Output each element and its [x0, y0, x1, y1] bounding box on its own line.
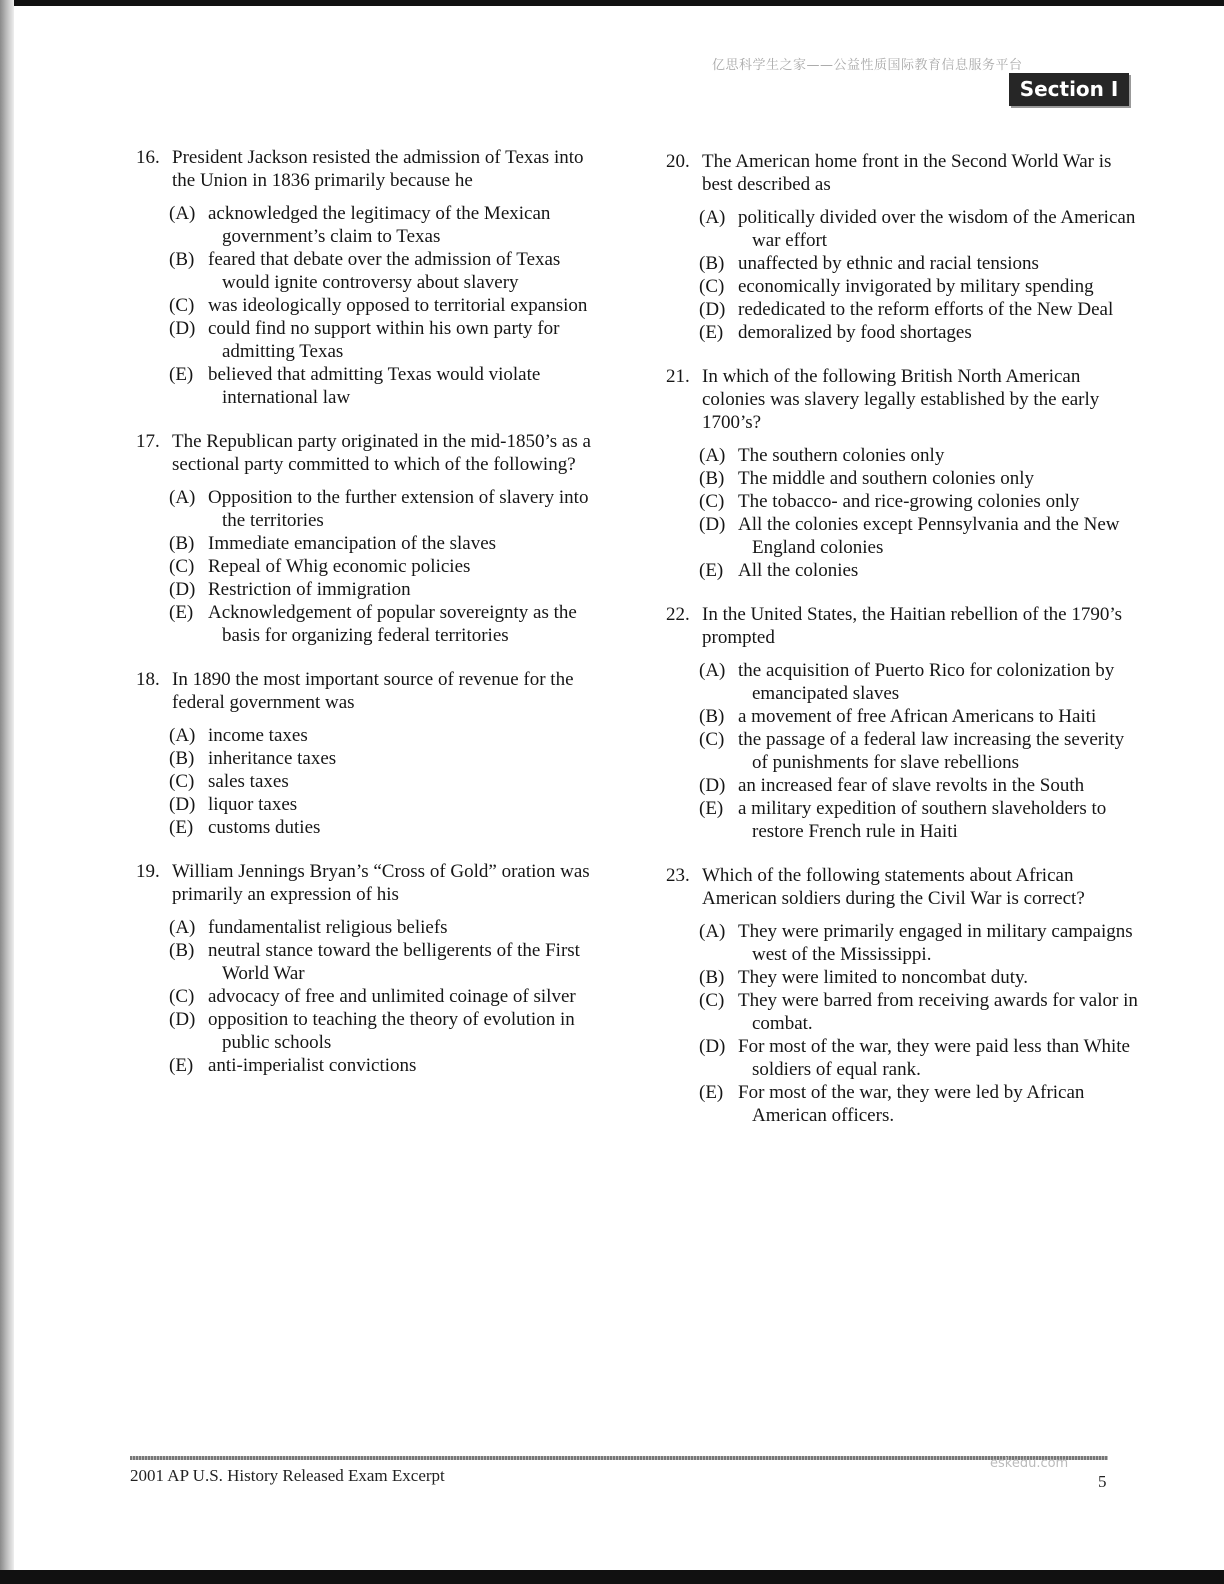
answer-option — [699, 467, 1144, 490]
option-letter: (B) — [169, 940, 195, 961]
option-letter: (B) — [169, 748, 195, 769]
page-number: 5 — [1098, 1472, 1107, 1491]
option-letter: (A) — [169, 917, 196, 938]
section-label: Section I — [1009, 73, 1129, 106]
option-letter: (D) — [169, 579, 196, 600]
option-letter: (D) — [169, 1009, 196, 1030]
question-number: 20. — [666, 151, 690, 172]
option-letter: (C) — [169, 556, 195, 577]
question-stem — [666, 603, 1144, 649]
question-number: 19. — [136, 861, 160, 882]
answer-option — [169, 985, 606, 1008]
answer-option — [699, 252, 1144, 275]
option-letter: (A) — [699, 207, 726, 228]
question-text: President Jackson resisted the admission of Texas into the Union in 1836 primarily because he — [172, 147, 584, 191]
answer-option — [699, 206, 1144, 252]
right-column — [666, 150, 1144, 1148]
footer-site-watermark: eskedu.com — [990, 1456, 1069, 1471]
answer-option — [169, 317, 606, 363]
option-letter: (E) — [699, 560, 724, 581]
option-letter: (E) — [699, 322, 724, 343]
question-text: In 1890 the most important source of revenue for the federal government was — [172, 669, 574, 713]
question-block — [666, 365, 1144, 582]
answer-option — [169, 793, 606, 816]
footer-exam-title: 2001 AP U.S. History Released Exam Excerpt — [130, 1466, 445, 1485]
option-letter: (A) — [699, 660, 726, 681]
option-text: acknowledged the legitimacy of the Mexican government’s claim to Texas — [208, 203, 551, 247]
option-text: politically divided over the wisdom of the American war effort — [738, 207, 1136, 251]
option-letter: (D) — [699, 775, 726, 796]
option-text: believed that admitting Texas would violate international law — [208, 364, 541, 408]
question-text: In the United States, the Haitian rebellion of the 1790’s prompted — [702, 604, 1123, 648]
answer-option — [169, 486, 606, 532]
answer-option — [169, 555, 606, 578]
scan-top-edge — [0, 0, 1224, 6]
answer-option — [699, 275, 1144, 298]
option-text: They were limited to noncombat duty. — [738, 967, 1029, 988]
answer-option — [169, 1008, 606, 1054]
answer-option — [699, 659, 1144, 705]
option-letter: (D) — [699, 514, 726, 535]
answer-option — [699, 797, 1144, 843]
option-text: the acquisition of Puerto Rico for colonization by emancipated slaves — [738, 660, 1115, 704]
answer-option — [699, 728, 1144, 774]
option-text: Repeal of Whig economic policies — [208, 556, 471, 577]
option-text: sales taxes — [208, 771, 289, 792]
option-letter: (D) — [699, 299, 726, 320]
option-text: an increased fear of slave revolts in the South — [738, 775, 1085, 796]
question-number: 16. — [136, 147, 160, 168]
question-block — [136, 146, 606, 409]
question-block — [666, 864, 1144, 1127]
question-stem — [666, 150, 1144, 196]
answer-option — [169, 770, 606, 793]
option-letter: (C) — [699, 729, 725, 750]
option-letter: (C) — [169, 295, 195, 316]
question-block — [666, 603, 1144, 843]
option-letter: (A) — [169, 725, 196, 746]
option-text: rededicated to the reform efforts of the New Deal — [738, 299, 1114, 320]
option-letter: (D) — [699, 1036, 726, 1057]
option-letter: (C) — [169, 771, 195, 792]
option-text: Acknowledgement of popular sovereignty as the basis for organizing federal territories — [208, 602, 577, 646]
answer-option — [169, 601, 606, 647]
option-letter: (E) — [699, 798, 724, 819]
option-letter: (B) — [699, 468, 725, 489]
option-text: a military expedition of southern slaveholders to restore French rule in Haiti — [738, 798, 1107, 842]
option-text: anti-imperialist convictions — [208, 1055, 417, 1076]
option-text: income taxes — [208, 725, 308, 746]
answer-option — [169, 724, 606, 747]
option-text: the passage of a federal law increasing the severity of punishments for slave rebellions — [738, 729, 1125, 773]
answer-option — [699, 966, 1144, 989]
question-stem — [136, 668, 606, 714]
option-text: neutral stance toward the belligerents of the First World War — [208, 940, 580, 984]
option-letter: (B) — [699, 967, 725, 988]
option-letter: (B) — [169, 249, 195, 270]
option-text: economically invigorated by military spending — [738, 276, 1094, 297]
option-text: Immediate emancipation of the slaves — [208, 533, 497, 554]
answer-option — [699, 513, 1144, 559]
question-number: 22. — [666, 604, 690, 625]
question-block — [136, 430, 606, 647]
option-text: The tobacco- and rice-growing colonies only — [738, 491, 1080, 512]
option-letter: (B) — [169, 533, 195, 554]
option-text: demoralized by food shortages — [738, 322, 972, 343]
answer-option — [699, 1035, 1144, 1081]
option-letter: (A) — [169, 487, 196, 508]
question-text: In which of the following British North American colonies was slavery legally established by the early 1700’s? — [702, 366, 1100, 433]
answer-option — [699, 989, 1144, 1035]
question-block — [136, 860, 606, 1077]
option-text: All the colonies except Pennsylvania and the New England colonies — [738, 514, 1120, 558]
option-letter: (E) — [169, 817, 194, 838]
option-text: liquor taxes — [208, 794, 298, 815]
answer-option — [699, 1081, 1144, 1127]
option-letter: (D) — [169, 794, 196, 815]
question-block — [136, 668, 606, 839]
option-text: inheritance taxes — [208, 748, 337, 769]
footer-rule — [130, 1456, 1108, 1460]
answer-option — [699, 774, 1144, 797]
option-letter: (B) — [699, 706, 725, 727]
option-letter: (E) — [169, 1055, 194, 1076]
option-letter: (A) — [169, 203, 196, 224]
option-text: The middle and southern colonies only — [738, 468, 1035, 489]
option-text: They were primarily engaged in military campaigns west of the Mississippi. — [738, 921, 1133, 965]
option-text: customs duties — [208, 817, 321, 838]
answer-option — [699, 559, 1144, 582]
question-text: The Republican party originated in the mid-1850’s as a sectional party committed to which of the following? — [172, 431, 591, 475]
answer-option — [169, 532, 606, 555]
question-number: 18. — [136, 669, 160, 690]
question-text: William Jennings Bryan’s “Cross of Gold” oration was primarily an expression of his — [172, 861, 590, 905]
option-text: could find no support within his own party for admitting Texas — [208, 318, 560, 362]
answer-option — [169, 1054, 606, 1077]
answer-option — [169, 202, 606, 248]
option-text: advocacy of free and unlimited coinage of silver — [208, 986, 576, 1007]
option-letter: (A) — [699, 445, 726, 466]
question-number: 23. — [666, 865, 690, 886]
option-text: The southern colonies only — [738, 445, 945, 466]
scan-bottom-edge — [0, 1570, 1224, 1584]
option-text: They were barred from receiving awards for valor in combat. — [738, 990, 1138, 1034]
option-letter: (D) — [169, 318, 196, 339]
answer-option — [699, 705, 1144, 728]
answer-option — [169, 248, 606, 294]
question-text: Which of the following statements about African American soldiers during the Civil War is correct? — [702, 865, 1085, 909]
answer-option — [699, 490, 1144, 513]
option-text: fundamentalist religious beliefs — [208, 917, 448, 938]
option-text: was ideologically opposed to territorial expansion — [208, 295, 588, 316]
answer-option — [169, 578, 606, 601]
question-stem — [136, 146, 606, 192]
option-letter: (E) — [699, 1082, 724, 1103]
option-text: feared that debate over the admission of Texas would ignite controversy about slavery — [208, 249, 561, 293]
question-stem — [666, 365, 1144, 434]
option-letter: (E) — [169, 602, 194, 623]
answer-option — [699, 920, 1144, 966]
header-watermark: 亿思科学生之家——公益性质国际教育信息服务平台 — [712, 58, 1023, 73]
option-letter: (E) — [169, 364, 194, 385]
option-text: All the colonies — [738, 560, 859, 581]
option-text: For most of the war, they were led by African American officers. — [738, 1082, 1085, 1126]
question-stem — [666, 864, 1144, 910]
question-number: 21. — [666, 366, 690, 387]
option-letter: (C) — [699, 276, 725, 297]
answer-option — [169, 939, 606, 985]
left-column — [136, 146, 606, 1098]
option-letter: (C) — [699, 990, 725, 1011]
question-stem — [136, 430, 606, 476]
option-letter: (C) — [699, 491, 725, 512]
answer-option — [699, 298, 1144, 321]
answer-option — [169, 747, 606, 770]
question-stem — [136, 860, 606, 906]
option-text: For most of the war, they were paid less than White soldiers of equal rank. — [738, 1036, 1130, 1080]
option-letter: (B) — [699, 253, 725, 274]
option-letter: (A) — [699, 921, 726, 942]
answer-option — [699, 321, 1144, 344]
answer-option — [169, 294, 606, 317]
question-text: The American home front in the Second World War is best described as — [702, 151, 1112, 195]
option-text: Opposition to the further extension of slavery into the territories — [208, 487, 589, 531]
answer-option — [169, 916, 606, 939]
answer-option — [699, 444, 1144, 467]
answer-option — [169, 363, 606, 409]
answer-option — [169, 816, 606, 839]
option-text: a movement of free African Americans to Haiti — [738, 706, 1097, 727]
question-number: 17. — [136, 431, 160, 452]
option-text: Restriction of immigration — [208, 579, 411, 600]
option-text: opposition to teaching the theory of evolution in public schools — [208, 1009, 575, 1053]
option-letter: (C) — [169, 986, 195, 1007]
page-gutter-shadow — [0, 0, 14, 1584]
question-block — [666, 150, 1144, 344]
option-text: unaffected by ethnic and racial tensions — [738, 253, 1039, 274]
